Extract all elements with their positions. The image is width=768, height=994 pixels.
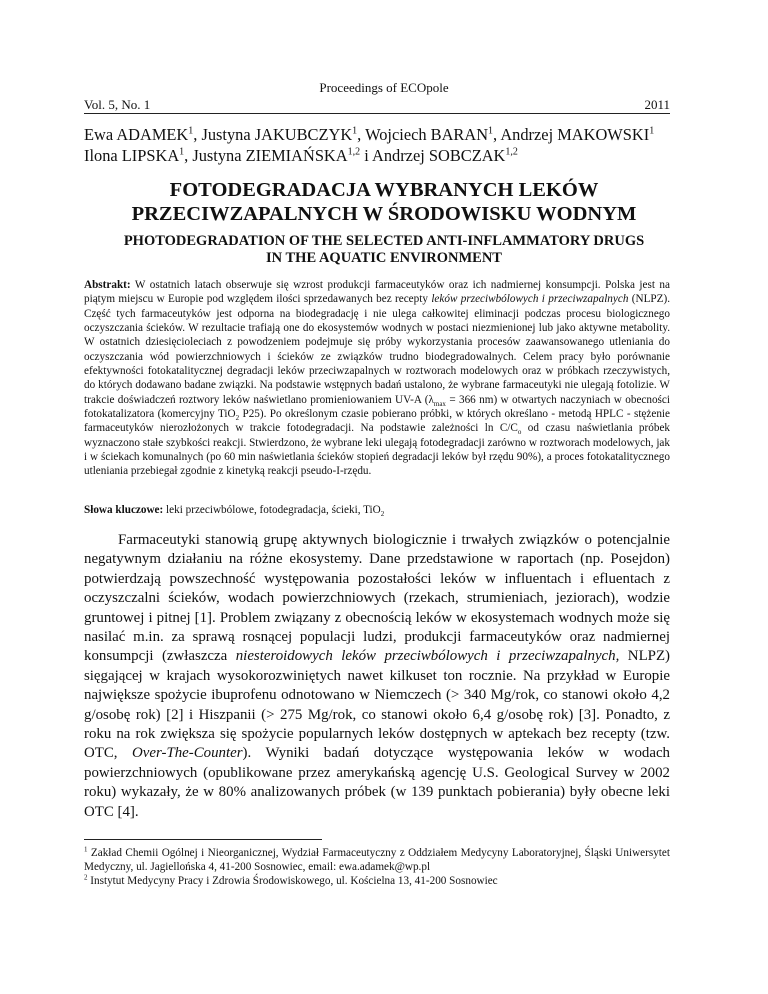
paper-title-polish: [84, 178, 684, 226]
author: Wojciech BARAN: [365, 125, 489, 144]
author: Justyna ZIEMIAŃSKA: [192, 146, 348, 165]
keywords-label: Słowa kluczowe:: [84, 504, 164, 516]
subscript: 2: [380, 510, 385, 519]
subscript: 2: [235, 414, 240, 423]
author-affiliation: 1,2: [505, 146, 518, 158]
author: Justyna JAKUBCZYK: [201, 125, 353, 144]
author-affiliation: 1,2: [347, 146, 361, 158]
paper-title-english: [84, 233, 684, 267]
author: Andrzej MAKOWSKI: [500, 125, 650, 144]
journal-name: Proceedings of ECOpole: [319, 80, 449, 95]
author-affiliation: 1: [188, 125, 194, 137]
footnote-text: Instytut Medycyny Pracy i Zdrowia Środowiskowego, ul. Kościelna 13, 41-200 Sosnowiec: [87, 875, 498, 887]
title-line: PHOTODEGRADATION OF THE SELECTED ANTI-INFLAMMATORY DRUGS: [123, 233, 645, 249]
abstract-italic: leków przeciwbólowych i przeciwzapalnych: [431, 293, 629, 306]
footnote-mark: 2: [84, 873, 88, 882]
author: Andrzej SOBCZAK: [371, 146, 506, 165]
author: Ewa ADAMEK: [84, 125, 189, 144]
keywords: [84, 503, 670, 517]
abstract-text: od czasu naświetlania próbek wyznaczono stałe szybkości reakcji. Stwierdzono, że wybrane leki ulegają fotodegradacji zarówno w roztworach modelowych, jak i w ściekach komunalnych (po 60 min naświetlania ścieków stopień degradacji leków był rzędu 90%), a proces fotokatalitycznego utleniania przebiegał zgodnie z kinetyką reakcji pseudo-I-rzędu.: [84, 422, 671, 478]
abstract-label: Abstrakt:: [84, 279, 131, 291]
abstract-text: P25). Po określonym czasie pobierano próbki, w których określano - metodą HPLC - stężenie farmaceutyków nierozłożonych w trakcie fotodegradacji. Na podstawie zależności ln C/C: [84, 408, 670, 435]
abstract: [84, 278, 670, 479]
author-affiliation: 1: [179, 146, 185, 158]
footnote: [84, 874, 670, 888]
body-text-run: ). Wyniki badań dotyczące występowania leków w wodach powierzchniowych (opublikowane przez amerykańską agencję U.S. Geological Survey w 2002 roku) wykazały, że w 80% analizowanych próbek (w 139 punktach pobierania) były obecne leki OTC [4].: [84, 745, 670, 820]
author-affiliation: 1: [352, 125, 358, 137]
header-rule: [84, 113, 670, 114]
footnote-rule: [84, 839, 322, 840]
author: Ilona LIPSKA: [84, 146, 180, 165]
author-connector: i: [364, 146, 369, 165]
author-list: Ewa ADAMEK$^1$, Justyna JAKUBCZYK$^1$, Wojciech BARAN$^1$, Andrzej MAKOWSKI$^1$ Ilona LIPSKA$^1$, Justyna ZIEMIAŃSKA$^{1,2}$ i Andrzej SOBCZAK$^{1,2}$: [84, 125, 655, 165]
keywords-text: leki przeciwbólowe, fotodegradacja, ścieki, TiO: [163, 504, 381, 516]
body-italic: niesteroidowych leków przeciwbólowych i przeciwzapalnych,: [235, 648, 620, 665]
footnotes: [84, 846, 670, 888]
abstract-text: W ostatnich latach obserwuje się wzrost produkcji farmaceutyków oraz ich nadmiernej konsumpcji. Polska jest na piątym miejscu w Europie pod względem ilości sprzedawanych bez recepty: [84, 279, 670, 306]
body-italic: Over-The-Counter: [132, 745, 243, 762]
title-line: FOTODEGRADACJA WYBRANYCH LEKÓW: [169, 179, 599, 201]
author-affiliation: 1: [488, 125, 494, 137]
subscript: max: [433, 399, 446, 408]
footnote-text: Zakład Chemii Ogólnej i Nieorganicznej, Wydział Farmaceutyczny z Oddziałem Medycyny Laboratoryjnej, Śląski Uniwersytet Medyczny, ul. Jagiellońska 4, 41-200 Sosnowiec, email: ewa.adamek@wp.pl: [84, 847, 670, 873]
body-text-run: Farmaceutyki stanowią grupę aktywnych biologicznie i trwałych związków o potencjalnie negatywnym działaniu na różne ekosystemy. Dane przedstawione w raportach (np. Posejdon) potwierdzają powszechność występowania pozostałości leków w influentach i efluentach z oczyszczalni ścieków, wodach powierzchniowych (rzekach, strumieniach, jeziorach), wodzie gruntowej i pitnej [1]. Problem związany z obecnością leków w ekosystemach wodnych może się nasilać m.in. za sprawą rosnącej populacji ludzi, produkcji farmaceutyków oraz nadmiernej konsumpcji (zwłaszcza: [84, 532, 670, 665]
body-text-run: NLPZ) sięgającej w krajach wysokorozwiniętych nawet kilkuset ton rocznie. Na przykład w Europie największe spożycie ibuprofenu odnotowano w Niemczech (> 340 Mg/rok, co stanowi około 4,2 g/osobę rok) [2] i Hiszpanii (> 275 Mg/rok, co stanowi około 6,4 g/osobę rok) [3]. Ponadto, z roku na rok zwiększa się spożycie popularnych leków dostępnych w aptekach bez recepty (tzw. OTC,: [84, 648, 670, 762]
footnote: [84, 846, 670, 874]
subscript: o: [517, 428, 522, 437]
abstract-text: = 366 nm) w otwartych naczyniach w obecności fotokatalizatora (komercyjny TiO: [84, 393, 670, 421]
title-line: PRZECIWZAPALNYCH W ŚRODOWISKU WODNYM: [131, 203, 637, 225]
body-paragraph: [84, 531, 670, 822]
journal-year: 2011: [644, 97, 670, 112]
title-line: IN THE AQUATIC ENVIRONMENT: [266, 250, 502, 266]
footnote-mark: 1: [84, 845, 88, 854]
abstract-text: (NLPZ). Część tych farmaceutyków jest odporna na biodegradację i nie ulega całkowitej eliminacji podczas procesu biologicznego oczyszczania ścieków. W rezultacie trafiają one do ekosystemów wodnych w postaci niezmienionej lub jako aktywne metabolity. W ostatnich dziesięcioleciach z powodzeniem podejmuje się próby wykorzystania procesów zaawansowanego utleniania do oczyszczania wód powierzchniowych i ścieków ze związków trudno biodegradowalnych. Celem pracy było porównanie efektywności fotokatalitycznej degradacji leków przeciwzapalnych w roztworach modelowych oraz w próbkach rzeczywistych, do których dodawano badane związki. Na podstawie wstępnych badań ustalono, że wybrane farmaceutyki nie ulegają fotolizie. W trakcie doświadczeń roztwory leków naświetlano promieniowaniem UV-A (λ: [84, 293, 671, 406]
author-affiliation: 1: [649, 125, 655, 137]
journal-volume: Vol. 5, No. 1: [84, 97, 151, 112]
